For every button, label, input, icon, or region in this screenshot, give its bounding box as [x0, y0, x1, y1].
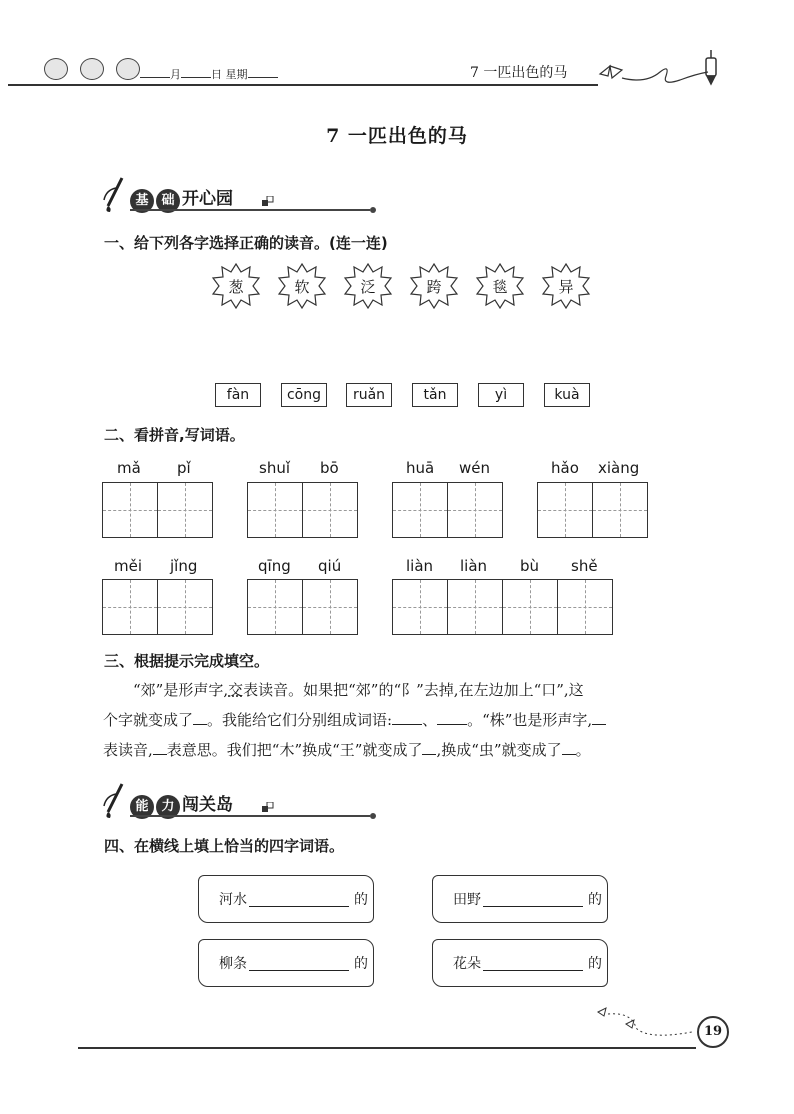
writing-cell[interactable] — [447, 580, 502, 634]
char-text: 毯 — [492, 278, 508, 296]
neutral-face-icon — [80, 58, 104, 80]
char-burst — [342, 262, 394, 310]
pinyin-label: wén — [459, 459, 491, 477]
pinyin-option: fàn — [215, 383, 261, 407]
text-span: 、 — [422, 711, 438, 729]
pinyin-label: liàn — [406, 557, 434, 575]
section-rule-dot — [370, 813, 376, 819]
badge-char: 能 — [130, 795, 154, 819]
writing-cell[interactable] — [538, 483, 592, 537]
page-title: 7 一匹出色的马 — [326, 125, 468, 147]
text-span: 。 — [575, 741, 591, 759]
brush-icon — [102, 782, 128, 820]
paragraph-line-1 — [103, 675, 703, 705]
answer-blank[interactable] — [483, 906, 583, 907]
badge-char: 础 — [156, 189, 180, 213]
birds-trail-icon — [592, 1002, 696, 1042]
answer-blank[interactable] — [483, 970, 583, 971]
answer-blank[interactable] — [592, 710, 606, 725]
text-span: 表意思。我们把“木”换成“王”就变成了 — [166, 741, 423, 759]
writing-cell[interactable] — [502, 580, 557, 634]
question-1-prompt: 一、给下列各字选择正确的读音。(连一连) — [104, 234, 388, 252]
brush-icon — [102, 176, 128, 214]
pinyin-label: měi — [114, 557, 143, 575]
scroll-end: 的 — [354, 892, 368, 908]
squares-icon — [262, 802, 274, 814]
writing-cell[interactable] — [302, 483, 357, 537]
weekday-label: 星期 — [225, 68, 248, 81]
char-burst — [474, 262, 526, 310]
answer-blank[interactable] — [437, 710, 467, 725]
scroll-word: 田野 — [453, 892, 481, 908]
pinyin-label: bō — [320, 459, 339, 477]
pinyin-label: qiú — [318, 557, 342, 575]
pinyin-option: tǎn — [412, 383, 458, 407]
writing-cell[interactable] — [393, 580, 447, 634]
answer-blank[interactable] — [392, 710, 422, 725]
char-burst — [276, 262, 328, 310]
text-span: 。我能给它们分别组成词语: — [207, 711, 393, 729]
month-blank — [140, 67, 170, 78]
pinyin-label: jǐng — [170, 557, 198, 575]
question-4-prompt: 四、在横线上填上恰当的四字词语。 — [104, 837, 345, 855]
scroll-card — [198, 939, 374, 987]
char-text: 异 — [558, 278, 574, 296]
writing-cell[interactable] — [103, 483, 157, 537]
answer-blank[interactable] — [193, 710, 207, 725]
pinyin-label: liàn — [460, 557, 488, 575]
day-label: 日 — [211, 68, 222, 81]
writing-cell[interactable] — [393, 483, 447, 537]
scroll-word: 柳条 — [219, 956, 247, 972]
scroll-end: 的 — [354, 956, 368, 972]
writing-grid[interactable] — [102, 579, 213, 635]
paragraph-line-3 — [103, 735, 703, 765]
dotted-char: 交 — [228, 681, 244, 699]
header — [0, 0, 794, 90]
answer-blank[interactable] — [422, 740, 436, 755]
fill-blank-paragraph — [103, 675, 703, 765]
weekday-blank — [248, 67, 278, 78]
badge-char: 基 — [130, 189, 154, 213]
char-burst — [540, 262, 592, 310]
text-span: 表读音。如果把“郊”的“阝”去掉,在左边加上“口”,这 — [243, 681, 584, 699]
pinyin-label: shuǐ — [259, 459, 290, 477]
sad-face-icon — [116, 58, 140, 80]
writing-cell[interactable] — [302, 580, 357, 634]
pinyin-label: mǎ — [117, 459, 141, 477]
char-burst — [408, 262, 460, 310]
section-label: 开心园 — [182, 189, 233, 209]
section-banner-basics — [100, 176, 380, 216]
scroll-word: 河水 — [219, 892, 247, 908]
text-span: 个字就变成了 — [103, 711, 194, 729]
char-text: 葱 — [228, 278, 244, 296]
smiley-face-icon — [44, 58, 68, 80]
badge-char: 力 — [156, 795, 180, 819]
section-rule — [130, 209, 370, 211]
text-span: ,换成“虫”就变成了 — [436, 741, 562, 759]
scroll-end: 的 — [588, 892, 602, 908]
scroll-card — [432, 875, 608, 923]
writing-cell[interactable] — [103, 580, 157, 634]
question-3-prompt: 三、根据提示完成填空。 — [104, 652, 270, 670]
writing-grid[interactable] — [247, 482, 358, 538]
text-span: 。“株”也是形声字, — [467, 711, 593, 729]
pinyin-label: huā — [406, 459, 435, 477]
pinyin-label: hǎo — [551, 459, 579, 477]
pinyin-label: bù — [520, 557, 540, 575]
pinyin-label: shě — [571, 557, 598, 575]
writing-cell[interactable] — [248, 483, 302, 537]
text-span: “郊”是形声字, — [133, 681, 229, 699]
writing-cell[interactable] — [248, 580, 302, 634]
scroll-card — [198, 875, 374, 923]
pinyin-label: qīng — [258, 557, 291, 575]
scroll-end: 的 — [588, 956, 602, 972]
char-text: 泛 — [360, 278, 376, 296]
date-fields — [140, 66, 278, 82]
footer-rule — [78, 1047, 696, 1049]
question-2-prompt: 二、看拼音,写词语。 — [104, 426, 245, 444]
section-rule-dot — [370, 207, 376, 213]
answer-blank[interactable] — [562, 740, 576, 755]
writing-cell[interactable] — [447, 483, 502, 537]
writing-grid[interactable] — [392, 482, 503, 538]
paragraph-line-2 — [103, 705, 703, 735]
pinyin-option: ruǎn — [346, 383, 392, 407]
header-lesson-title: 7 一匹出色的马 — [470, 65, 568, 81]
section-banner-ability — [100, 782, 380, 822]
char-text: 软 — [294, 278, 310, 296]
text-span: 表读音, — [103, 741, 153, 759]
pinyin-label: xiàng — [598, 459, 640, 477]
char-text: 跨 — [426, 278, 442, 296]
squares-icon — [262, 196, 274, 208]
butterfly-vine-lamp-icon — [596, 44, 726, 90]
character-row — [210, 262, 590, 312]
writing-cell[interactable] — [157, 483, 212, 537]
scroll-word: 花朵 — [453, 956, 481, 972]
section-label: 闯关岛 — [182, 795, 233, 815]
month-label: 月 — [170, 68, 181, 81]
pinyin-option: cōng — [281, 383, 327, 407]
writing-grid[interactable] — [537, 482, 648, 538]
pinyin-label: pǐ — [177, 459, 191, 477]
pinyin-option: kuà — [544, 383, 590, 407]
answer-blank[interactable] — [249, 906, 349, 907]
answer-blank[interactable] — [249, 970, 349, 971]
page-number: 19 — [697, 1016, 729, 1048]
writing-cell[interactable] — [557, 580, 612, 634]
section-rule — [130, 815, 370, 817]
writing-grid[interactable] — [392, 579, 613, 635]
writing-cell[interactable] — [157, 580, 212, 634]
header-rule — [8, 84, 598, 86]
writing-cell[interactable] — [592, 483, 647, 537]
char-burst — [210, 262, 262, 310]
writing-grid[interactable] — [102, 482, 213, 538]
answer-blank[interactable] — [153, 740, 167, 755]
pinyin-option: yì — [478, 383, 524, 407]
scroll-card — [432, 939, 608, 987]
writing-grid[interactable] — [247, 579, 358, 635]
day-blank — [181, 67, 211, 78]
